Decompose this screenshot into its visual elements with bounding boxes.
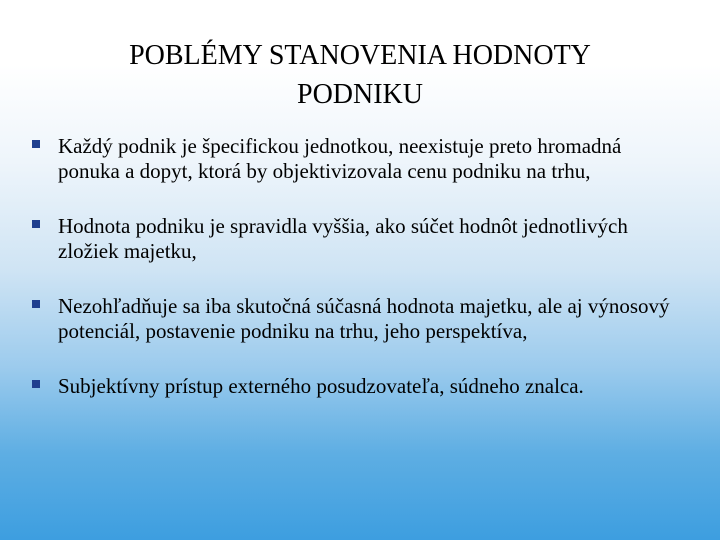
slide-title-line-2: PODNIKU (297, 79, 423, 110)
square-bullet-icon (32, 300, 40, 308)
bullet-item-1 (30, 134, 680, 183)
slide-title (40, 36, 680, 114)
bullet-item-2 (30, 214, 680, 263)
bullet-text-1: Každý podnik je špecifickou jednotkou, neexistuje preto hromadná ponuka a dopyt, ktorá by objektivizovala cenu podniku na trhu, (58, 134, 622, 183)
bullet-text-3: Nezohľadňuje sa iba skutočná súčasná hodnota majetku, ale aj výnosový potenciál, postavenie podniku na trhu, jeho perspektíva, (58, 294, 670, 343)
square-bullet-icon (32, 220, 40, 228)
bullet-item-3 (30, 294, 680, 343)
square-bullet-icon (32, 140, 40, 148)
bullet-list (30, 134, 680, 399)
square-bullet-icon (32, 380, 40, 388)
slide-title-line-1: POBLÉMY STANOVENIA HODNOTY (129, 40, 591, 71)
bullet-text-4: Subjektívny prístup externého posudzovateľa, súdneho znalca. (58, 374, 584, 398)
bullet-text-2: Hodnota podniku je spravidla vyššia, ako súčet hodnôt jednotlivých zložiek majetku, (58, 214, 628, 263)
bullet-item-4 (30, 374, 680, 399)
